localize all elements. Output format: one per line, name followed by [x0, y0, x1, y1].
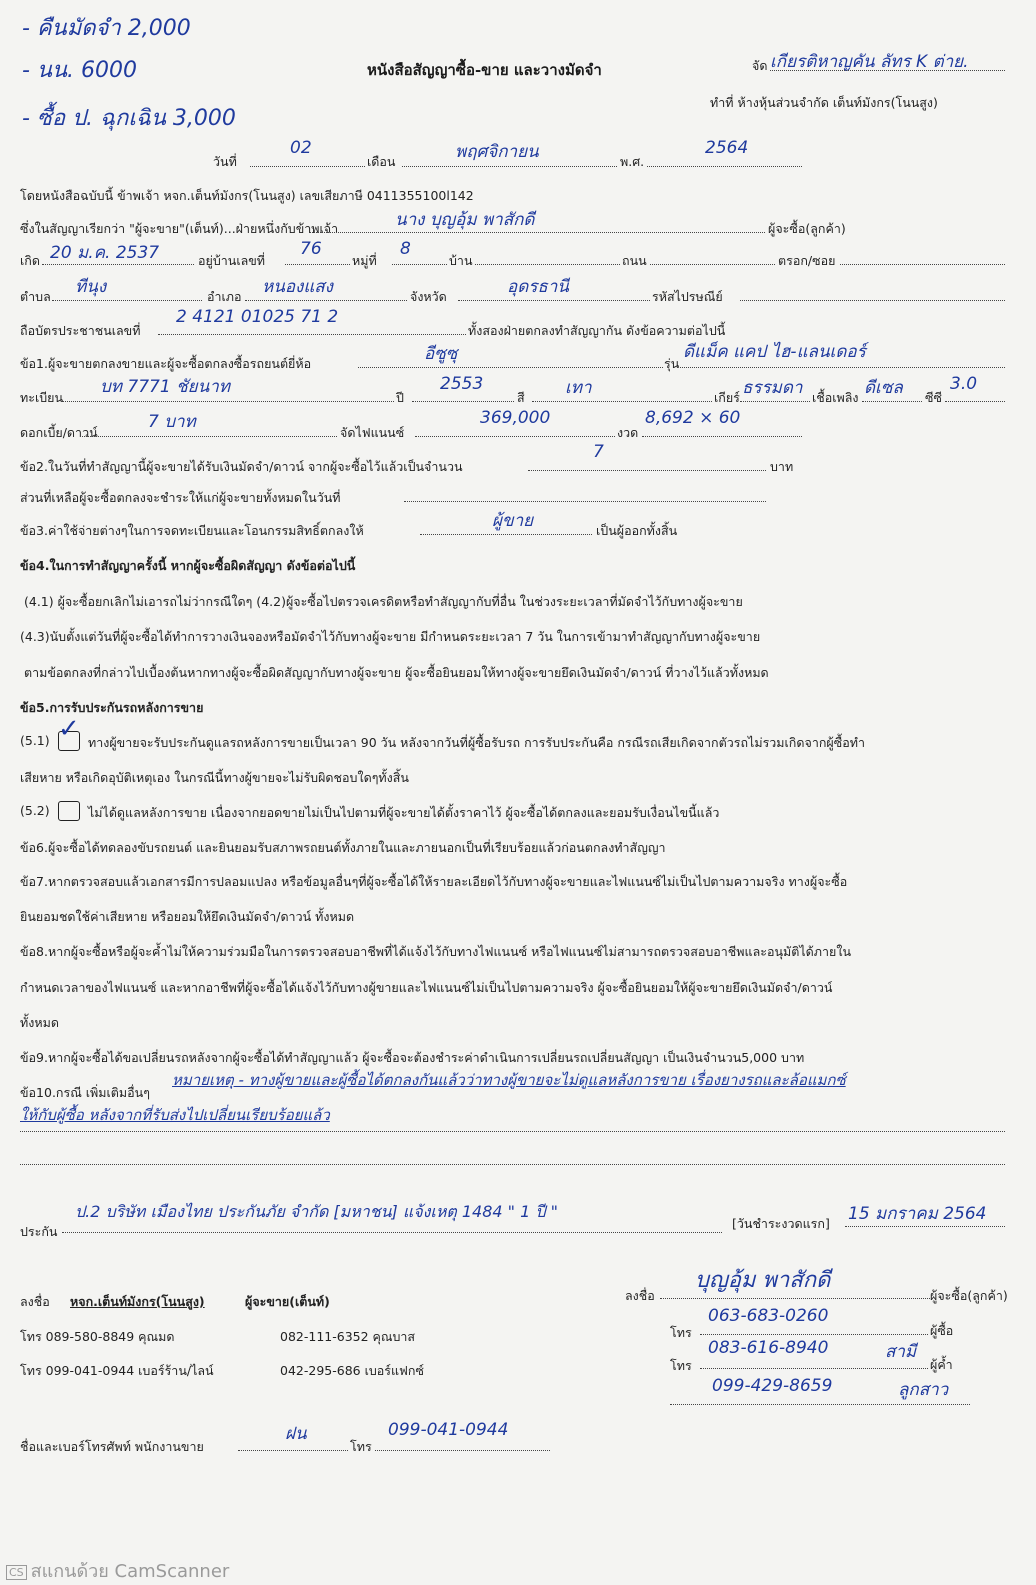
month-label: เดือน — [367, 154, 396, 169]
extra-note: ลูกสาว — [898, 1380, 949, 1400]
buyer-sign-role: ผู้จะซื้อ(ลูกค้า) — [930, 1288, 1008, 1303]
buyer-line-prefix: ซึ่งในสัญญาเรียกว่า "ผู้จะขาย"(เต็นท์)...ฝ่ายหนึ่งกับข้าพเจ้า — [20, 221, 339, 236]
buyer-tel: 063-683-0260 — [708, 1306, 829, 1326]
seller-sign-label: ลงชื่อ — [20, 1294, 50, 1309]
salesman-label: ชื่อและเบอร์โทรศัพท์ พนักงานขาย — [20, 1439, 204, 1454]
seller-tel-3: โทร 099-041-0944 เบอร์ร้าน/ไลน์ — [20, 1363, 214, 1378]
note-line-1: - คืนมัดจำ 2,000 — [22, 16, 191, 41]
clause4-title: ข้อ4.ในการทำสัญญาครั้งนี้ หากผู้จะซื้อผิดสัญญา ดังข้อต่อไปนี้ — [20, 558, 356, 573]
salesman-tel-label: โทร — [350, 1439, 372, 1454]
buyer-tel-role: ผู้ซื้อ — [930, 1323, 954, 1338]
buyer-tel-label: โทร — [670, 1325, 692, 1340]
camscanner-text: สแกนด้วย CamScanner — [30, 1561, 230, 1582]
province-label: จังหวัด — [410, 289, 447, 304]
vehicle-fuel: ดีเซล — [864, 378, 903, 398]
reg-label: ทะเบียน — [20, 390, 64, 405]
road-label: ถนน — [622, 253, 647, 268]
day-value: 02 — [290, 138, 312, 158]
house-value: 76 — [300, 239, 322, 259]
clause2-unit: บาท — [770, 459, 794, 474]
born-label: เกิด — [20, 253, 40, 268]
clause5-1-label: (5.1) — [20, 733, 50, 748]
vehicle-brand: อีซูซุ — [424, 344, 458, 364]
clause5-2-label: (5.2) — [20, 803, 50, 818]
insurance-text: ป.2 บริษัท เมืองไทย ประกันภัย จำกัด [มหาชน] แจ้งเหตุ 1484 " 1 ปี " — [75, 1202, 558, 1221]
vehicle-color: เทา — [565, 378, 592, 398]
buyer-sign-label: ลงชื่อ — [625, 1288, 655, 1303]
salesman-name: ฝน — [285, 1424, 307, 1444]
born-value: 20 ม.ค. 2537 — [50, 243, 160, 263]
year-value: 2564 — [705, 138, 749, 158]
rep-label: จัด — [752, 58, 768, 73]
buyer-name: นาง บุญอุ้ม พาสักดี — [395, 210, 535, 230]
guar-note: สามี — [885, 1342, 917, 1362]
clause9-text: ข้อ9.หากผู้จะซื้อได้ขอเปลี่ยนรถหลังจากผู้จะซื้อได้ทำสัญญาแล้ว ผู้จะซื้อจะต้องชำระค่าดำเนินการเปลี่ยนรถเปลี่ยนสัญญา เป็นเงินจำนวน5,000 บาท — [20, 1050, 805, 1065]
seller-role: ผู้จะขาย(เต็นท์) — [245, 1294, 330, 1309]
guar-role: ผู้ค้ำ — [930, 1357, 953, 1372]
vehicle-gear: ธรรมดา — [742, 378, 803, 398]
seller-tel-1: โทร 089-580-8849 คุณมด — [20, 1329, 175, 1344]
clause6-text: ข้อ6.ผู้จะซื้อได้ทดลองขับรถยนต์ และยินยอมรับสภาพรถยนต์ทั้งภายในและภายนอกเป็นที่เรียบร้อยแล้วก่อนตกลงทำสัญญา — [20, 840, 666, 855]
clause7-text-b: ยินยอมชดใช้ค่าเสียหาย หรือยอมให้ยึดเงินมัดจำ/ดาวน์ ทั้งหมด — [20, 909, 355, 924]
check-mark-icon: ✓ — [58, 714, 80, 744]
color-label: สี — [517, 390, 525, 405]
alley-label: ตรอก/ซอย — [778, 253, 836, 268]
buyer-name-suffix: ผู้จะซื้อ(ลูกค้า) — [768, 221, 846, 236]
clause3-text: ข้อ3.ค่าใช้จ่ายต่างๆในการจดทะเบียนและโอนกรรมสิทธิ์ตกลงให้ — [20, 523, 364, 538]
place-label: ทำที่ ห้างหุ้นส่วนจำกัด เต็นท์มังกร(โนนสูง) — [710, 95, 938, 110]
year-label: พ.ศ. — [620, 154, 645, 169]
subdistrict-value: ทีนุง — [75, 277, 107, 297]
clause5-title: ข้อ5.การรับประกันรถหลังการขาย — [20, 700, 204, 715]
id-label: ถือบัตรประชาชนเลขที่ — [20, 323, 141, 338]
model-label: รุ่น — [664, 356, 680, 371]
year-label-vehicle: ปี — [396, 390, 404, 405]
clause2-amount: 7 — [593, 442, 604, 462]
house-label: อยู่บ้านเลขที่ — [198, 253, 266, 268]
subdistrict-label: ตำบล — [20, 289, 51, 304]
insurance-label: ประกัน — [20, 1224, 58, 1239]
cc-label: ซีซี — [925, 390, 942, 405]
clause8-text-a: ข้อ8.หากผู้จะซื้อหรือผู้จะค้ำไม่ให้ความร่วมมือในการตรวจสอบอาชีพที่ได้แจ้งไว้กับทางไฟแนนซ์ หรือไฟแนนซ์ไม่สามารถตรวจสอบอาชีพและอนุมัติได้ภายใน — [20, 944, 851, 959]
vehicle-model: ดีแม็ค แคป ไฮ-แลนเดอร์ — [683, 342, 866, 362]
vehicle-cc: 3.0 — [950, 374, 978, 394]
moo-value: 8 — [400, 239, 411, 259]
clause8-text-b: กำหนดเวลาของไฟแนนซ์ และหากอาชีพที่ผู้จะซื้อได้แจ้งไว้กับทางผู้ขายและไฟแนนซ์ไม่เป็นไปตามความจริง ผู้จะซื้อยินยอมให้ผู้จะขายยึดเงินมัดจำ/ดาวน์ — [20, 980, 833, 995]
down-label: ดอกเบี้ย/ดาวน์ — [20, 425, 98, 440]
vehicle-down: 7 บาท — [148, 412, 196, 432]
clause5-2-checkbox[interactable] — [58, 800, 80, 821]
id-value: 2 4121 01025 71 2 — [176, 307, 339, 327]
document-title: หนังสือสัญญาซื้อ-ขาย และวางมัดจำ — [367, 61, 602, 79]
finance-label: จัดไฟแนนซ์ — [340, 425, 405, 440]
village-label: บ้าน — [449, 253, 473, 268]
clause5-2-text: ไม่ได้ดูแลหลังการขาย เนื่องจากยอดขายไม่เป็นไปตามที่ผู้จะขายได้ตั้งราคาไว้ ผู้จะซื้อได้ตกลงและยอมรับเงื่อนไขนี้แล้ว — [88, 805, 720, 820]
province-value: อุดรธานี — [507, 277, 569, 297]
rep-value: เกียรติหาญคัน ลัทร K ต่าย. — [770, 52, 969, 72]
seller-tel-4: 042-295-686 เบอร์แฟกซ์ — [280, 1363, 424, 1378]
seller-name: หจก.เต็นท์มังกร(โนนสูง) — [70, 1294, 205, 1309]
insurance-due-label: [วันชำระงวดแรก] — [732, 1216, 830, 1231]
fuel-label: เชื้อเพลิง — [812, 390, 859, 405]
salesman-tel: 099-041-0944 — [388, 1420, 509, 1440]
buyer-signature: บุญอุ้ม พาสักดี — [695, 1268, 831, 1293]
clause4-p1: (4.1) ผู้จะซื้อยกเลิกไม่เอารถไม่ว่ากรณีใดๆ (4.2)ผู้จะซื้อไปตรวจเครดิตหรือทำสัญญากับที่อื่น ในช่วงระยะเวลาที่มัดจำไว้กับทางผู้จะขาย — [24, 594, 743, 609]
district-label: อำเภอ — [207, 289, 242, 304]
clause5-1-text: ทางผู้ขายจะรับประกันดูแลรถหลังการขายเป็นเวลา 90 วัน หลังจากวันที่ผู้ซื้อรับรถ การรับประกันคือ กรณีรถเสียเกิดจากตัวรถไม่รวมเกิดจากผู้ซื้อทำ — [88, 735, 865, 750]
clause10-line1: หมายเหตุ - ทางผู้ขายและผู้ซื้อได้ตกลงกันแล้วว่าทางผู้ขายจะไม่ดูแลหลังการขาย เรื่องยางรถและล้อแมกซ์ — [172, 1071, 846, 1089]
clause4-p3: ตามข้อตกลงที่กล่าวไปเบื้องต้นหากทางผู้จะซื้อผิดสัญญากับทางผู้จะขาย ผู้จะซื้อยินยอมให้ทางผู้จะขายยึดเงินมัดจำ/ดาวน์ ที่วางไว้แล้วทั้งหมด — [24, 665, 769, 680]
clause3-who: ผู้ขาย — [492, 511, 534, 531]
intro-text: โดยหนังสือฉบับนี้ ข้าพเจ้า หจก.เต็นท์มังกร(โนนสูง) เลขเสียภาษี 0411355100l142 — [20, 188, 474, 203]
note-line-3: - ซื้อ ป. ฉุกเฉิน 3,000 — [22, 106, 236, 131]
install-label: งวด — [617, 425, 639, 440]
note-line-2: - นน. 6000 — [22, 58, 137, 83]
vehicle-reg: บท 7771 ชัยนาท — [100, 377, 230, 397]
id-suffix: ทั้งสองฝ่ายตกลงทำสัญญากัน ดังข้อความต่อไปนี้ — [468, 323, 726, 338]
postcode-label: รหัสไปรษณีย์ — [652, 289, 723, 304]
clause10-line2: ให้กับผู้ซื้อ หลังจากที่รับส่งไปเปลี่ยนเรียบร้อยแล้ว — [20, 1106, 330, 1124]
month-value: พฤศจิกายน — [455, 142, 539, 162]
clause3-suffix: เป็นผู้ออกทั้งสิ้น — [596, 523, 678, 538]
district-value: หนองแสง — [262, 277, 333, 297]
guar-tel-label: โทร — [670, 1358, 692, 1373]
guar-tel: 083-616-8940 — [708, 1338, 829, 1358]
clause1-label: ข้อ1.ผู้จะขายตกลงขายและผู้จะซื้อตกลงซื้อรถยนต์ยี่ห้อ — [20, 356, 312, 371]
clause2-text: ข้อ2.ในวันที่ทำสัญญานี้ผู้จะขายได้รับเงินมัดจำ/ดาวน์ จากผู้จะซื้อไว้แล้วเป็นจำนวน — [20, 459, 463, 474]
vehicle-install: 8,692 × 60 — [645, 408, 741, 428]
insurance-due: 15 มกราคม 2564 — [848, 1204, 987, 1224]
extra-tel: 099-429-8659 — [712, 1376, 833, 1396]
gear-label: เกียร์ — [714, 390, 740, 405]
moo-label: หมู่ที่ — [352, 253, 377, 268]
clause7-text-a: ข้อ7.หากตรวจสอบแล้วเอกสารมีการปลอมแปลง หรือข้อมูลอื่นๆที่ผู้จะซื้อได้ให้รายละเอียดไว้กับทางผู้จะขายและไฟแนนซ์ไม่เป็นไปตามความจริง ทางผู้จะซื้อ — [20, 874, 848, 889]
clause5-1-text-b: เสียหาย หรือเกิดอุบัติเหตุเอง ในกรณีนี้ทางผู้ขายจะไม่รับผิดชอบใดๆทั้งสิ้น — [20, 770, 409, 785]
camscanner-logo-icon: CS — [6, 1565, 27, 1580]
clause2-remain: ส่วนที่เหลือผู้จะซื้อตกลงจะชำระให้แก่ผู้จะขายทั้งหมดในวันที่ — [20, 490, 341, 505]
vehicle-finance: 369,000 — [480, 408, 551, 428]
day-label: วันที่ — [213, 154, 237, 169]
clause10-label: ข้อ10.กรณี เพิ่มเติมอื่นๆ — [20, 1085, 150, 1100]
seller-tel-2: 082-111-6352 คุณบาส — [280, 1329, 416, 1344]
clause4-p2: (4.3)นับตั้งแต่วันที่ผู้จะซื้อได้ทำการวางเงินจองหรือมัดจำไว้กับทางผู้จะขาย มีกำหนดระยะเวลา 7 วัน ในการเข้ามาทำสัญญากับทางผู้จะขาย — [20, 629, 761, 644]
vehicle-year: 2553 — [440, 374, 484, 394]
clause8-text-c: ทั้งหมด — [20, 1015, 59, 1030]
